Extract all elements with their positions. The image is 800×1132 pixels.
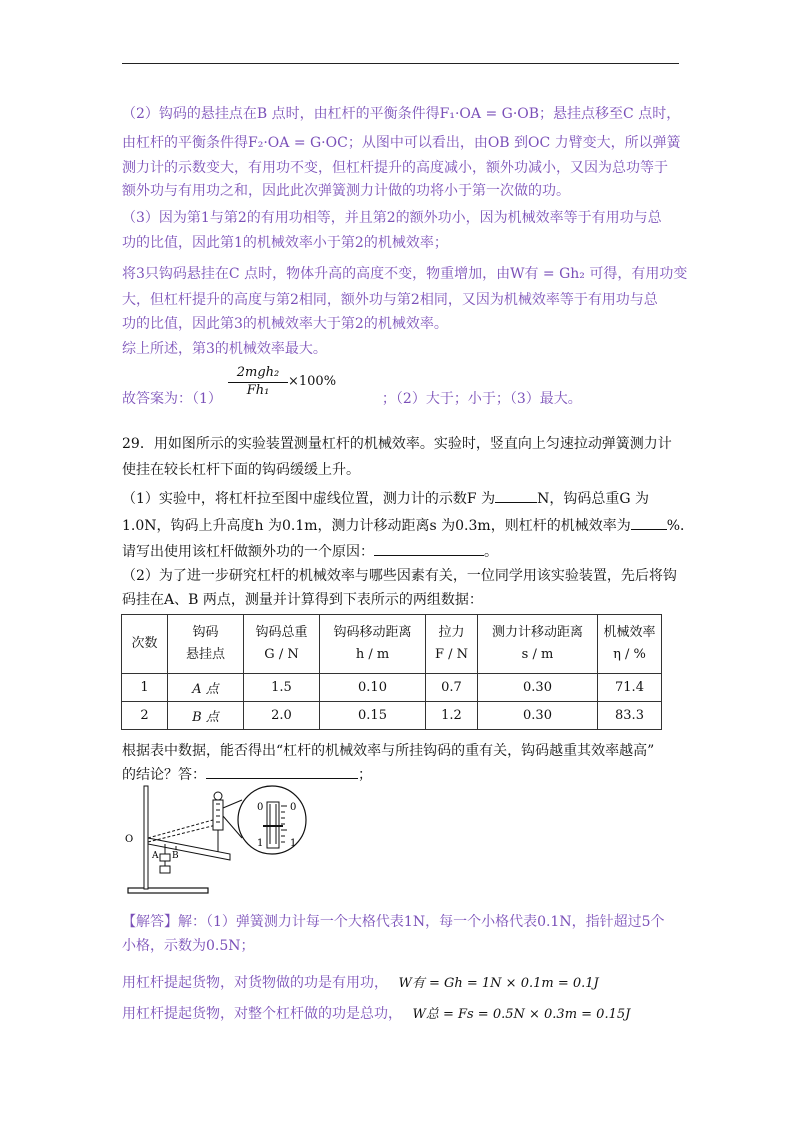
table-cell: 71.4 (598, 674, 662, 702)
question-part2-line3: 根据表中数据，能否得出“杠杆的机械效率与所挂钩码的重有关，钩码越重其效率越高” (122, 743, 655, 759)
answer-line: 功的比值，因此第1的机械效率小于第2的机械效率； (122, 235, 448, 251)
answer-line: 额外功与有用功之和，因此此次弹簧测力计做的功将小于第一次做的功。 (122, 183, 570, 199)
question-part1-line3 (122, 541, 498, 562)
solution-line: 【解答】解：（1）弹簧测力计每一个大格代表1N，每一个小格代表0.1N，指针超过5个 (122, 914, 665, 930)
table-header-cell: 钩码移动距离 h / m (320, 615, 426, 674)
answer-line: 测力计的示数变大，有用功不变，但杠杆提升的高度减小，额外功减小，又因为总功等于 (122, 160, 668, 176)
solution-segment: 用杠杆提起货物，对货物做的功是有用功， (122, 975, 388, 991)
table-header-cell: 次数 (122, 615, 168, 674)
solution-line (122, 973, 599, 994)
question-part2: （2）为了进一步研究杠杆的机械效率与哪些因素有关，一位同学用该实验装置，先后将钩 (122, 568, 677, 584)
lever-dashed-top (148, 818, 220, 838)
data-table (121, 614, 662, 730)
table-cell: 0.7 (426, 674, 478, 702)
answer-line: （2）钩码的悬挂点在B 点时，由杠杆的平衡条件得F₁·OA = G·OB；悬挂点移至C 点时， (122, 106, 681, 122)
answer-line: 由杠杆的平衡条件得F₂·OA = G·OC；从图中可以看出，由OB 到OC 力臂变大，所以弹簧 (122, 135, 681, 151)
table-cell: 2.0 (244, 702, 320, 730)
table-cell: 83.3 (598, 702, 662, 730)
table-cell: 1.2 (426, 702, 478, 730)
fraction-denominator: Fh₁ (228, 382, 288, 398)
stand-rod (144, 786, 148, 889)
question-segment: 请写出使用该杠杆做额外功的一个原因： (122, 544, 374, 560)
final-answer-tail: ；（2）大于；小于；（3）最大。 (381, 391, 582, 407)
answer-blank-efficiency[interactable] (631, 515, 667, 530)
answer-line: 综上所述，第3的机械效率最大。 (122, 341, 327, 357)
answer-line: 将3只钩码悬挂在C 点时，物体升高的高度不变，物重增加，由W有 = Gh₂ 可得，有用功变 (122, 266, 688, 282)
table-cell: A 点 (168, 674, 244, 702)
question-part2-line2: 码挂在A、B 两点，测量并计算得到下表所示的两组数据： (122, 592, 483, 608)
question-segment: 。 (484, 544, 498, 560)
lever-dashed-bottom (148, 824, 220, 842)
final-answer-line (122, 389, 582, 409)
answer-blank-reason[interactable] (374, 541, 484, 556)
question-segment: ； (358, 767, 372, 783)
table-header-row (122, 615, 662, 674)
weight-block (160, 866, 170, 873)
question-segment: 的结论？答： (122, 767, 206, 783)
answer-line: 大，但杠杆提升的高度与第2相同，额外功与第2相同，又因为机械效率等于有用功与总 (122, 292, 658, 308)
question-segment: （1）实验中，将杠杆拉至图中虚线位置，测力计的示数F 为 (122, 491, 496, 507)
answer-blank-force[interactable] (495, 488, 537, 503)
table-cell: 0.30 (478, 702, 598, 730)
stand-base (128, 888, 208, 893)
table-cell: 1 (122, 674, 168, 702)
question-text: 使挂在较长杠杆下面的钩码缓缓上升。 (122, 462, 360, 478)
fraction-percent: ×100% (288, 374, 337, 389)
label-b: B (172, 851, 179, 861)
weight-block (160, 854, 170, 861)
table-header-cell: 测力计移动距离 s / m (478, 615, 598, 674)
label-a: A (152, 851, 159, 861)
lever-apparatus-diagram (120, 782, 320, 902)
fraction-numerator: 2mgh₂ (236, 365, 280, 380)
question-segment: N，钩码总重G 为 (537, 491, 649, 507)
table-header-cell: 钩码 悬挂点 (168, 615, 244, 674)
scale-label-1-right: 1 (290, 838, 297, 849)
table-header-cell: 拉力 F / N (426, 615, 478, 674)
scale-label-0: 0 (257, 802, 264, 813)
table-row (122, 702, 662, 730)
scale-label-0-right: 0 (290, 802, 297, 813)
total-work-formula: W总 = Fs = 0.5N × 0.3m = 0.15J (412, 1007, 631, 1022)
table-cell: B 点 (168, 702, 244, 730)
table-header-cell: 钩码总重 G / N (244, 615, 320, 674)
scale-ring (214, 792, 222, 800)
solution-segment: 用杠杆提起货物，对整个杠杆做的功是总功， (122, 1006, 402, 1022)
table-cell: 2 (122, 702, 168, 730)
question-part1 (122, 488, 649, 509)
answer-line: 功的比值，因此第3的机械效率大于第2的机械效率。 (122, 316, 448, 332)
solution-line (122, 1004, 630, 1025)
table-row (122, 674, 662, 702)
table-cell: 0.15 (320, 702, 426, 730)
useful-work-formula: W有 = Gh = 1N × 0.1m = 0.1J (398, 976, 599, 991)
question-part1-line2 (122, 515, 694, 536)
final-answer-lead: 故答案为：（1） (122, 391, 222, 407)
question-segment: %． (666, 518, 695, 534)
label-o: O (125, 834, 134, 845)
scale-label-1: 1 (257, 838, 264, 849)
answer-line: （3）因为第1与第2的有用功相等，并且第2的额外功小，因为机械效率等于有用功与总 (122, 210, 662, 226)
table-header-cell: 机械效率 η / % (598, 615, 662, 674)
header-rule (122, 63, 679, 64)
table-cell: 0.10 (320, 674, 426, 702)
solution-line: 小格，示数为0.5N； (122, 938, 255, 954)
answer-blank-conclusion[interactable] (206, 764, 358, 779)
table-cell: 0.30 (478, 674, 598, 702)
zoom-line (223, 800, 242, 808)
table-cell: 1.5 (244, 674, 320, 702)
question-segment: 1.0N，钩码上升高度h 为0.1m，测力计移动距离s 为0.3m，则杠杆的机械效率为 (122, 518, 631, 534)
question-text: 29．用如图所示的实验装置测量杠杆的机械效率。实验时，竖直向上匀速拉动弹簧测力计 (122, 436, 672, 452)
